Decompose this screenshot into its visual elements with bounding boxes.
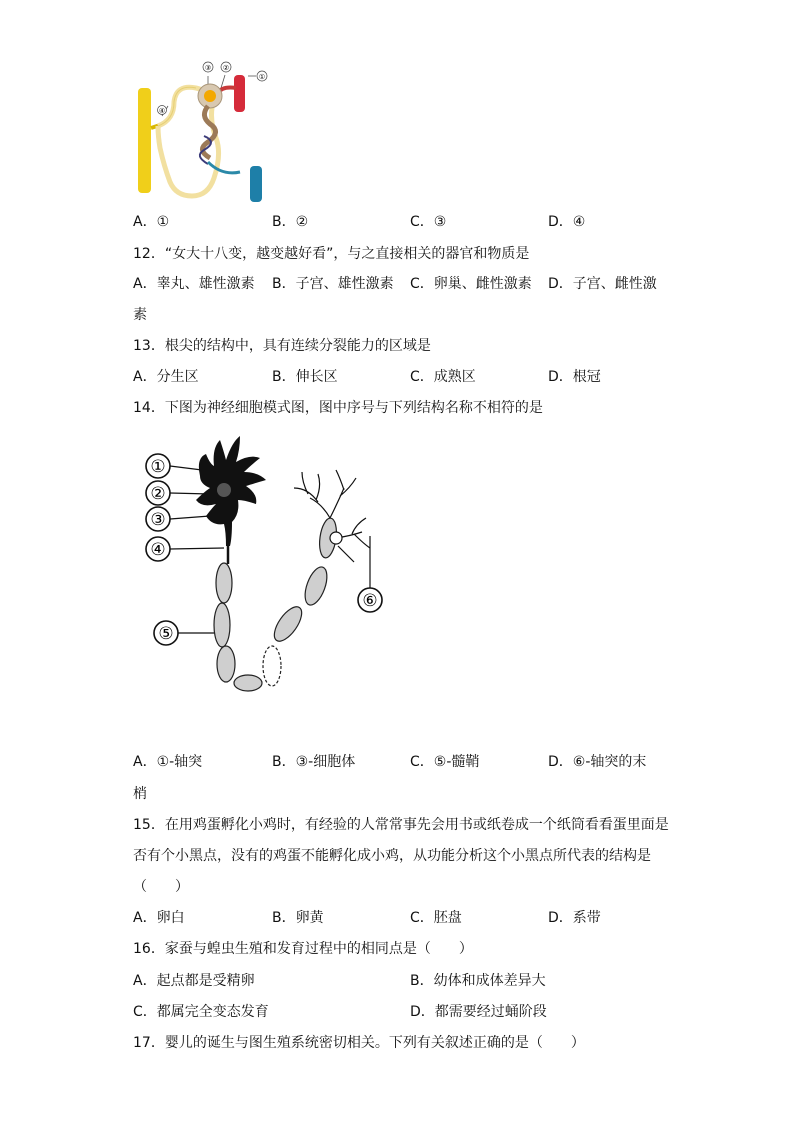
q14-option-d-wrap: 梢 [133,786,147,802]
q13-option-b[interactable]: B．伸长区 [272,369,338,385]
q17-stem: 17．婴儿的诞生与图生殖系统密切相关。下列有关叙述正确的是（ ） [133,1035,585,1051]
q15-option-d[interactable]: D．系带 [548,910,601,926]
q14-option-a[interactable]: A．①-轴突 [133,754,203,770]
nephron-label-4: ④ [158,107,166,115]
q15-option-b[interactable]: B．卵黄 [272,910,324,926]
q15-stem-line-2: 否有个小黑点，没有的鸡蛋不能孵化成小鸡，从功能分析这个小黑点所代表的结构是 [133,848,651,864]
nephron-label-1: ① [258,73,266,81]
q15-stem-line-1: 15．在用鸡蛋孵化小鸡时，有经验的人常常事先会用书或纸卷成一个纸筒看看蛋里面是 [133,817,669,833]
neuron-figure [140,428,390,703]
q13-stem: 13．根尖的结构中，具有连续分裂能力的区域是 [133,338,431,354]
q13-option-c[interactable]: C．成熟区 [410,369,476,385]
neuron-label-5: ⑤ [158,624,174,644]
q12-option-d-wrap: 素 [133,307,147,323]
q11-option-d[interactable]: D．④ [548,214,586,230]
neuron-label-1: ① [150,457,166,477]
q14-stem: 14．下图为神经细胞模式图，图中序号与下列结构名称不相符的是 [133,400,543,416]
q16-stem: 16．家蚕与蝗虫生殖和发育过程中的相同点是（ ） [133,941,473,957]
neuron-label-4: ④ [150,540,166,560]
q12-option-a[interactable]: A．睾丸、雄性激素 [133,276,255,292]
q12-option-c[interactable]: C．卵巢、雌性激素 [410,276,532,292]
q14-option-d[interactable]: D．⑥-轴突的末 [548,754,647,770]
q13-option-a[interactable]: A．分生区 [133,369,199,385]
q16-option-b[interactable]: B．幼体和成体差异大 [410,973,546,989]
nephron-figure [130,58,275,206]
nephron-label-2: ② [222,64,230,72]
q11-option-a[interactable]: A．① [133,214,170,230]
q13-option-d[interactable]: D．根冠 [548,369,601,385]
neuron-label-2: ② [150,484,166,504]
q16-option-a[interactable]: A．起点都是受精卵 [133,973,255,989]
q14-option-b[interactable]: B．③-细胞体 [272,754,356,770]
q16-option-d[interactable]: D．都需要经过蛹阶段 [410,1004,547,1020]
q15-stem-line-3: （ ） [133,879,189,895]
q16-option-c[interactable]: C．都属完全变态发育 [133,1004,269,1020]
q15-option-a[interactable]: A．卵白 [133,910,185,926]
q12-stem: 12．“女大十八变，越变越好看”，与之直接相关的器官和物质是 [133,246,530,262]
nephron-label-3: ③ [204,64,212,72]
neuron-label-3: ③ [150,510,166,530]
q12-option-b[interactable]: B．子宫、雄性激素 [272,276,394,292]
q12-option-d[interactable]: D．子宫、雌性激 [548,276,657,292]
q11-option-b[interactable]: B．② [272,214,309,230]
neuron-label-6: ⑥ [362,591,378,611]
q15-option-c[interactable]: C．胚盘 [410,910,462,926]
q11-option-c[interactable]: C．③ [410,214,447,230]
q14-option-c[interactable]: C．⑤-髓鞘 [410,754,480,770]
